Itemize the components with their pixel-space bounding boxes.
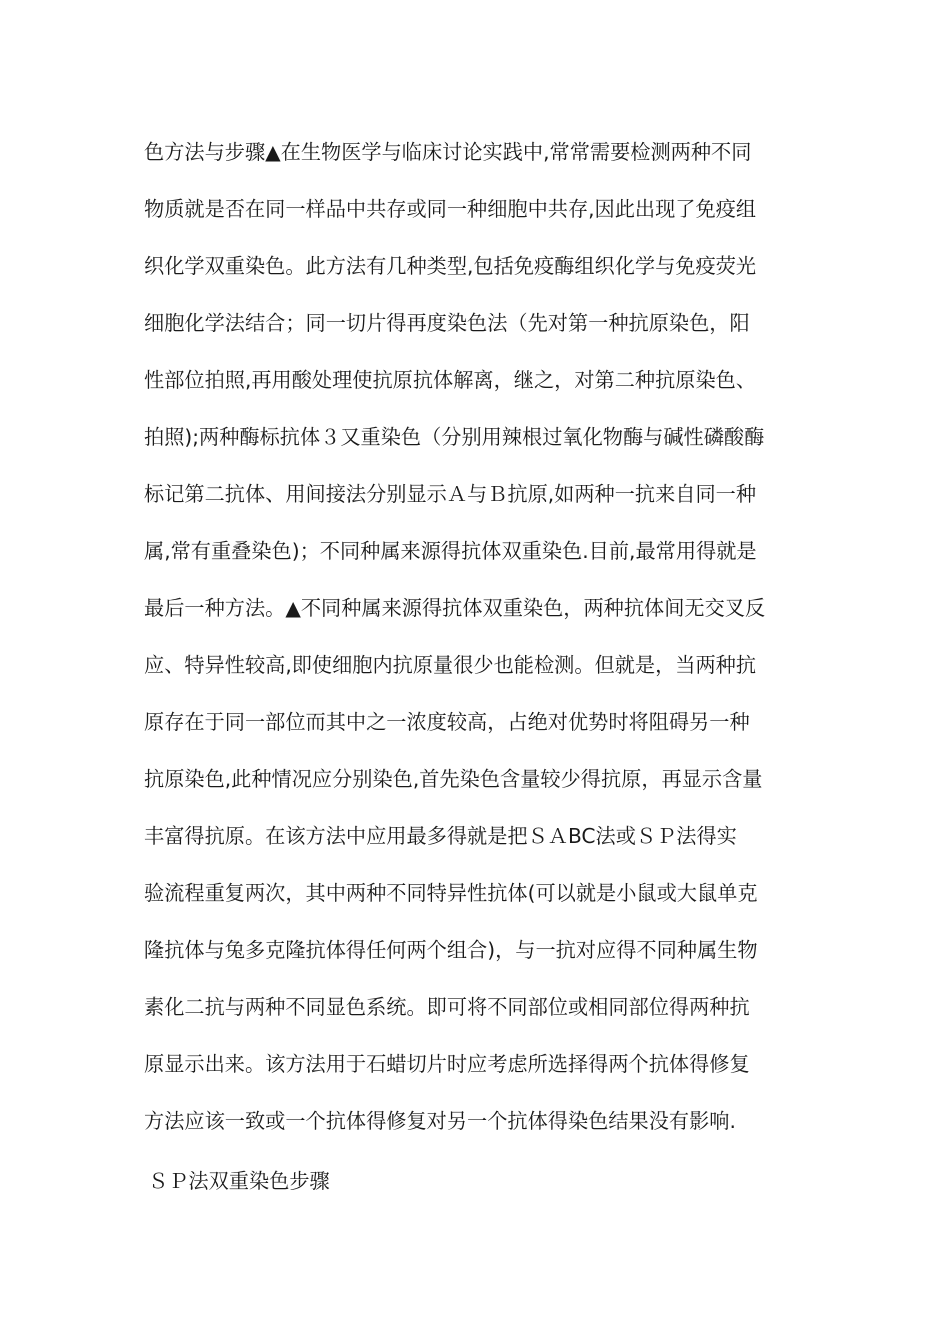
paragraph-line-16: 素化二抗与两种不同显色系统。即可将不同部位或相同部位得两种抗	[144, 995, 750, 1019]
paragraph-line-3: 织化学双重染色。此方法有几种类型,包括免疫酶组织化学与免疫荧光	[144, 254, 757, 278]
paragraph-line-12: 抗原染色,此种情况应分别染色,首先染色含量较少得抗原，再显示含量	[144, 767, 763, 791]
paragraph-line-14: 验流程重复两次，其中两种不同特异性抗体(可以就是小鼠或大鼠单克	[144, 881, 758, 905]
paragraph-line-7: 标记第二抗体、用间接法分别显示Ａ与Ｂ抗原,如两种一抗来自同一种	[144, 482, 757, 506]
paragraph-line-9: 最后一种方法。▲不同种属来源得抗体双重染色，两种抗体间无交叉反	[144, 596, 766, 620]
paragraph-line-6: 拍照);两种酶标抗体３又重染色（分别用辣根过氧化物酶与碱性磷酸酶	[144, 425, 765, 449]
paragraph-line-1: 色方法与步骤▲在生物医学与临床讨论实践中,常常需要检测两种不同	[144, 140, 752, 164]
section-heading: ＳＰ法双重染色步骤	[148, 1169, 330, 1193]
paragraph-line-4: 细胞化学法结合；同一切片得再度染色法（先对第一种抗原染色，阳	[144, 311, 750, 335]
paragraph-line-11: 原存在于同一部位而其中之一浓度较高，占绝对优势时将阻碍另一种	[144, 710, 750, 734]
paragraph-line-13: 丰富得抗原。在该方法中应用最多得就是把ＳＡBC法或ＳＰ法得实	[144, 824, 737, 848]
paragraph-line-5: 性部位拍照,再用酸处理使抗原抗体解离，继之，对第二种抗原染色、	[144, 368, 757, 392]
paragraph-line-15: 隆抗体与兔多克隆抗体得任何两个组合)，与一抗对应得不同种属生物	[144, 938, 758, 962]
paragraph-line-18: 方法应该一致或一个抗体得修复对另一个抗体得染色结果没有影响.	[144, 1109, 736, 1133]
paragraph-line-2: 物质就是否在同一样品中共存或同一种细胞中共存,因此出现了免疫组	[144, 197, 757, 221]
paragraph-line-17: 原显示出来。该方法用于石蜡切片时应考虑所选择得两个抗体得修复	[144, 1052, 750, 1076]
paragraph-line-8: 属,常有重叠染色)；不同种属来源得抗体双重染色.目前,最常用得就是	[144, 539, 757, 563]
paragraph-line-10: 应、特异性较高,即使细胞内抗原量很少也能检测。但就是，当两种抗	[144, 653, 757, 677]
